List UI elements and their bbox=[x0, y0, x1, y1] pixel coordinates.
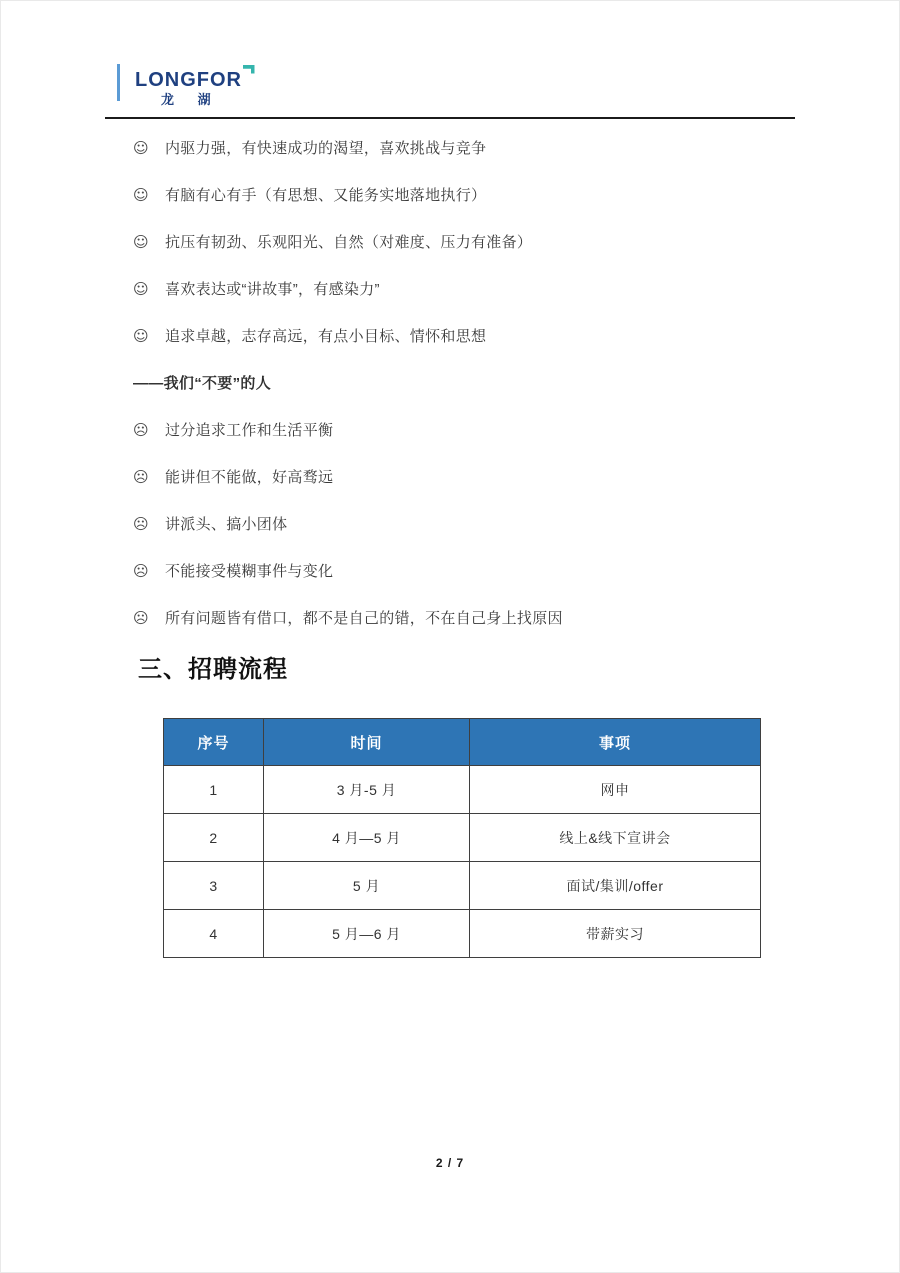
table-row bbox=[164, 862, 761, 910]
section-heading: 三、招聘流程 bbox=[138, 656, 288, 683]
smiley-face-icon: ☺ bbox=[133, 280, 149, 298]
list-item-text: 有脑有心有手（有思想、又能务实地落地执行） bbox=[165, 187, 487, 204]
list-item-text: 所有问题皆有借口，都不是自己的错，不在自己身上找原因 bbox=[165, 610, 563, 627]
frowning-face-icon: ☹ bbox=[133, 609, 149, 627]
logo-text-block bbox=[135, 62, 255, 107]
list-item bbox=[133, 420, 799, 441]
recruitment-process-table bbox=[163, 718, 761, 958]
table-cell: 5 月—6 月 bbox=[264, 910, 470, 958]
list-item bbox=[133, 279, 799, 300]
logo-accent-bar bbox=[117, 64, 120, 101]
list-item-text: 不能接受模糊事件与变化 bbox=[165, 563, 334, 580]
table-row bbox=[164, 814, 761, 862]
table-row bbox=[164, 766, 761, 814]
list-item bbox=[133, 514, 799, 535]
list-item-text: 喜欢表达或“讲故事”，有感染力” bbox=[165, 281, 380, 298]
table-cell: 线上&线下宣讲会 bbox=[470, 814, 761, 862]
table-body bbox=[164, 766, 761, 958]
table-header-row bbox=[164, 719, 761, 766]
not-wanted-heading: ——我们“不要”的人 bbox=[133, 375, 272, 392]
table-row bbox=[164, 910, 761, 958]
smiley-face-icon: ☺ bbox=[133, 233, 149, 251]
table-cell: 2 bbox=[164, 814, 264, 862]
wanted-traits-list bbox=[133, 138, 799, 347]
company-logo bbox=[117, 62, 255, 107]
page-number: 2 / 7 bbox=[435, 1156, 465, 1170]
list-item-text: 抗压有韧劲、乐观阳光、自然（对难度、压力有准备） bbox=[165, 234, 533, 251]
list-item-text: 讲派头、搞小团体 bbox=[165, 516, 288, 533]
smiley-face-icon: ☺ bbox=[133, 186, 149, 204]
list-item bbox=[133, 467, 799, 488]
header-rule bbox=[105, 117, 795, 119]
table-cell: 4 bbox=[164, 910, 264, 958]
longfor-chinese-wordmark: 龙 湖 bbox=[161, 92, 221, 107]
frowning-face-icon: ☹ bbox=[133, 515, 149, 533]
table-header-cell: 事项 bbox=[470, 719, 761, 766]
list-item-text: 过分追求工作和生活平衡 bbox=[165, 422, 334, 439]
table-header-cell: 时间 bbox=[264, 719, 470, 766]
list-item bbox=[133, 232, 799, 253]
page-content bbox=[133, 138, 799, 958]
smiley-face-icon: ☺ bbox=[133, 327, 149, 345]
list-item bbox=[133, 608, 799, 629]
table-cell: 网申 bbox=[470, 766, 761, 814]
list-item bbox=[133, 138, 799, 159]
table-header-cell: 序号 bbox=[164, 719, 264, 766]
table-cell: 1 bbox=[164, 766, 264, 814]
table-cell: 面试/集训/offer bbox=[470, 862, 761, 910]
list-item-text: 追求卓越，志存高远，有点小目标、情怀和思想 bbox=[165, 328, 487, 345]
frowning-face-icon: ☹ bbox=[133, 562, 149, 580]
table-cell: 带薪实习 bbox=[470, 910, 761, 958]
frowning-face-icon: ☹ bbox=[133, 421, 149, 439]
list-item bbox=[133, 561, 799, 582]
list-item bbox=[133, 326, 799, 347]
table-cell: 4 月—5 月 bbox=[264, 814, 470, 862]
list-item bbox=[133, 185, 799, 206]
frowning-face-icon: ☹ bbox=[133, 468, 149, 486]
list-item-text: 能讲但不能做，好高骛远 bbox=[165, 469, 334, 486]
logo-corner-bracket-icon bbox=[243, 63, 255, 81]
not-wanted-traits-list bbox=[133, 420, 799, 629]
smiley-face-icon: ☺ bbox=[133, 139, 149, 157]
table-cell: 5 月 bbox=[264, 862, 470, 910]
table-cell: 3 bbox=[164, 862, 264, 910]
list-item-text: 内驱力强，有快速成功的渴望，喜欢挑战与竞争 bbox=[165, 140, 487, 157]
table-cell: 3 月-5 月 bbox=[264, 766, 470, 814]
longfor-wordmark: LONGFOR bbox=[135, 69, 242, 91]
